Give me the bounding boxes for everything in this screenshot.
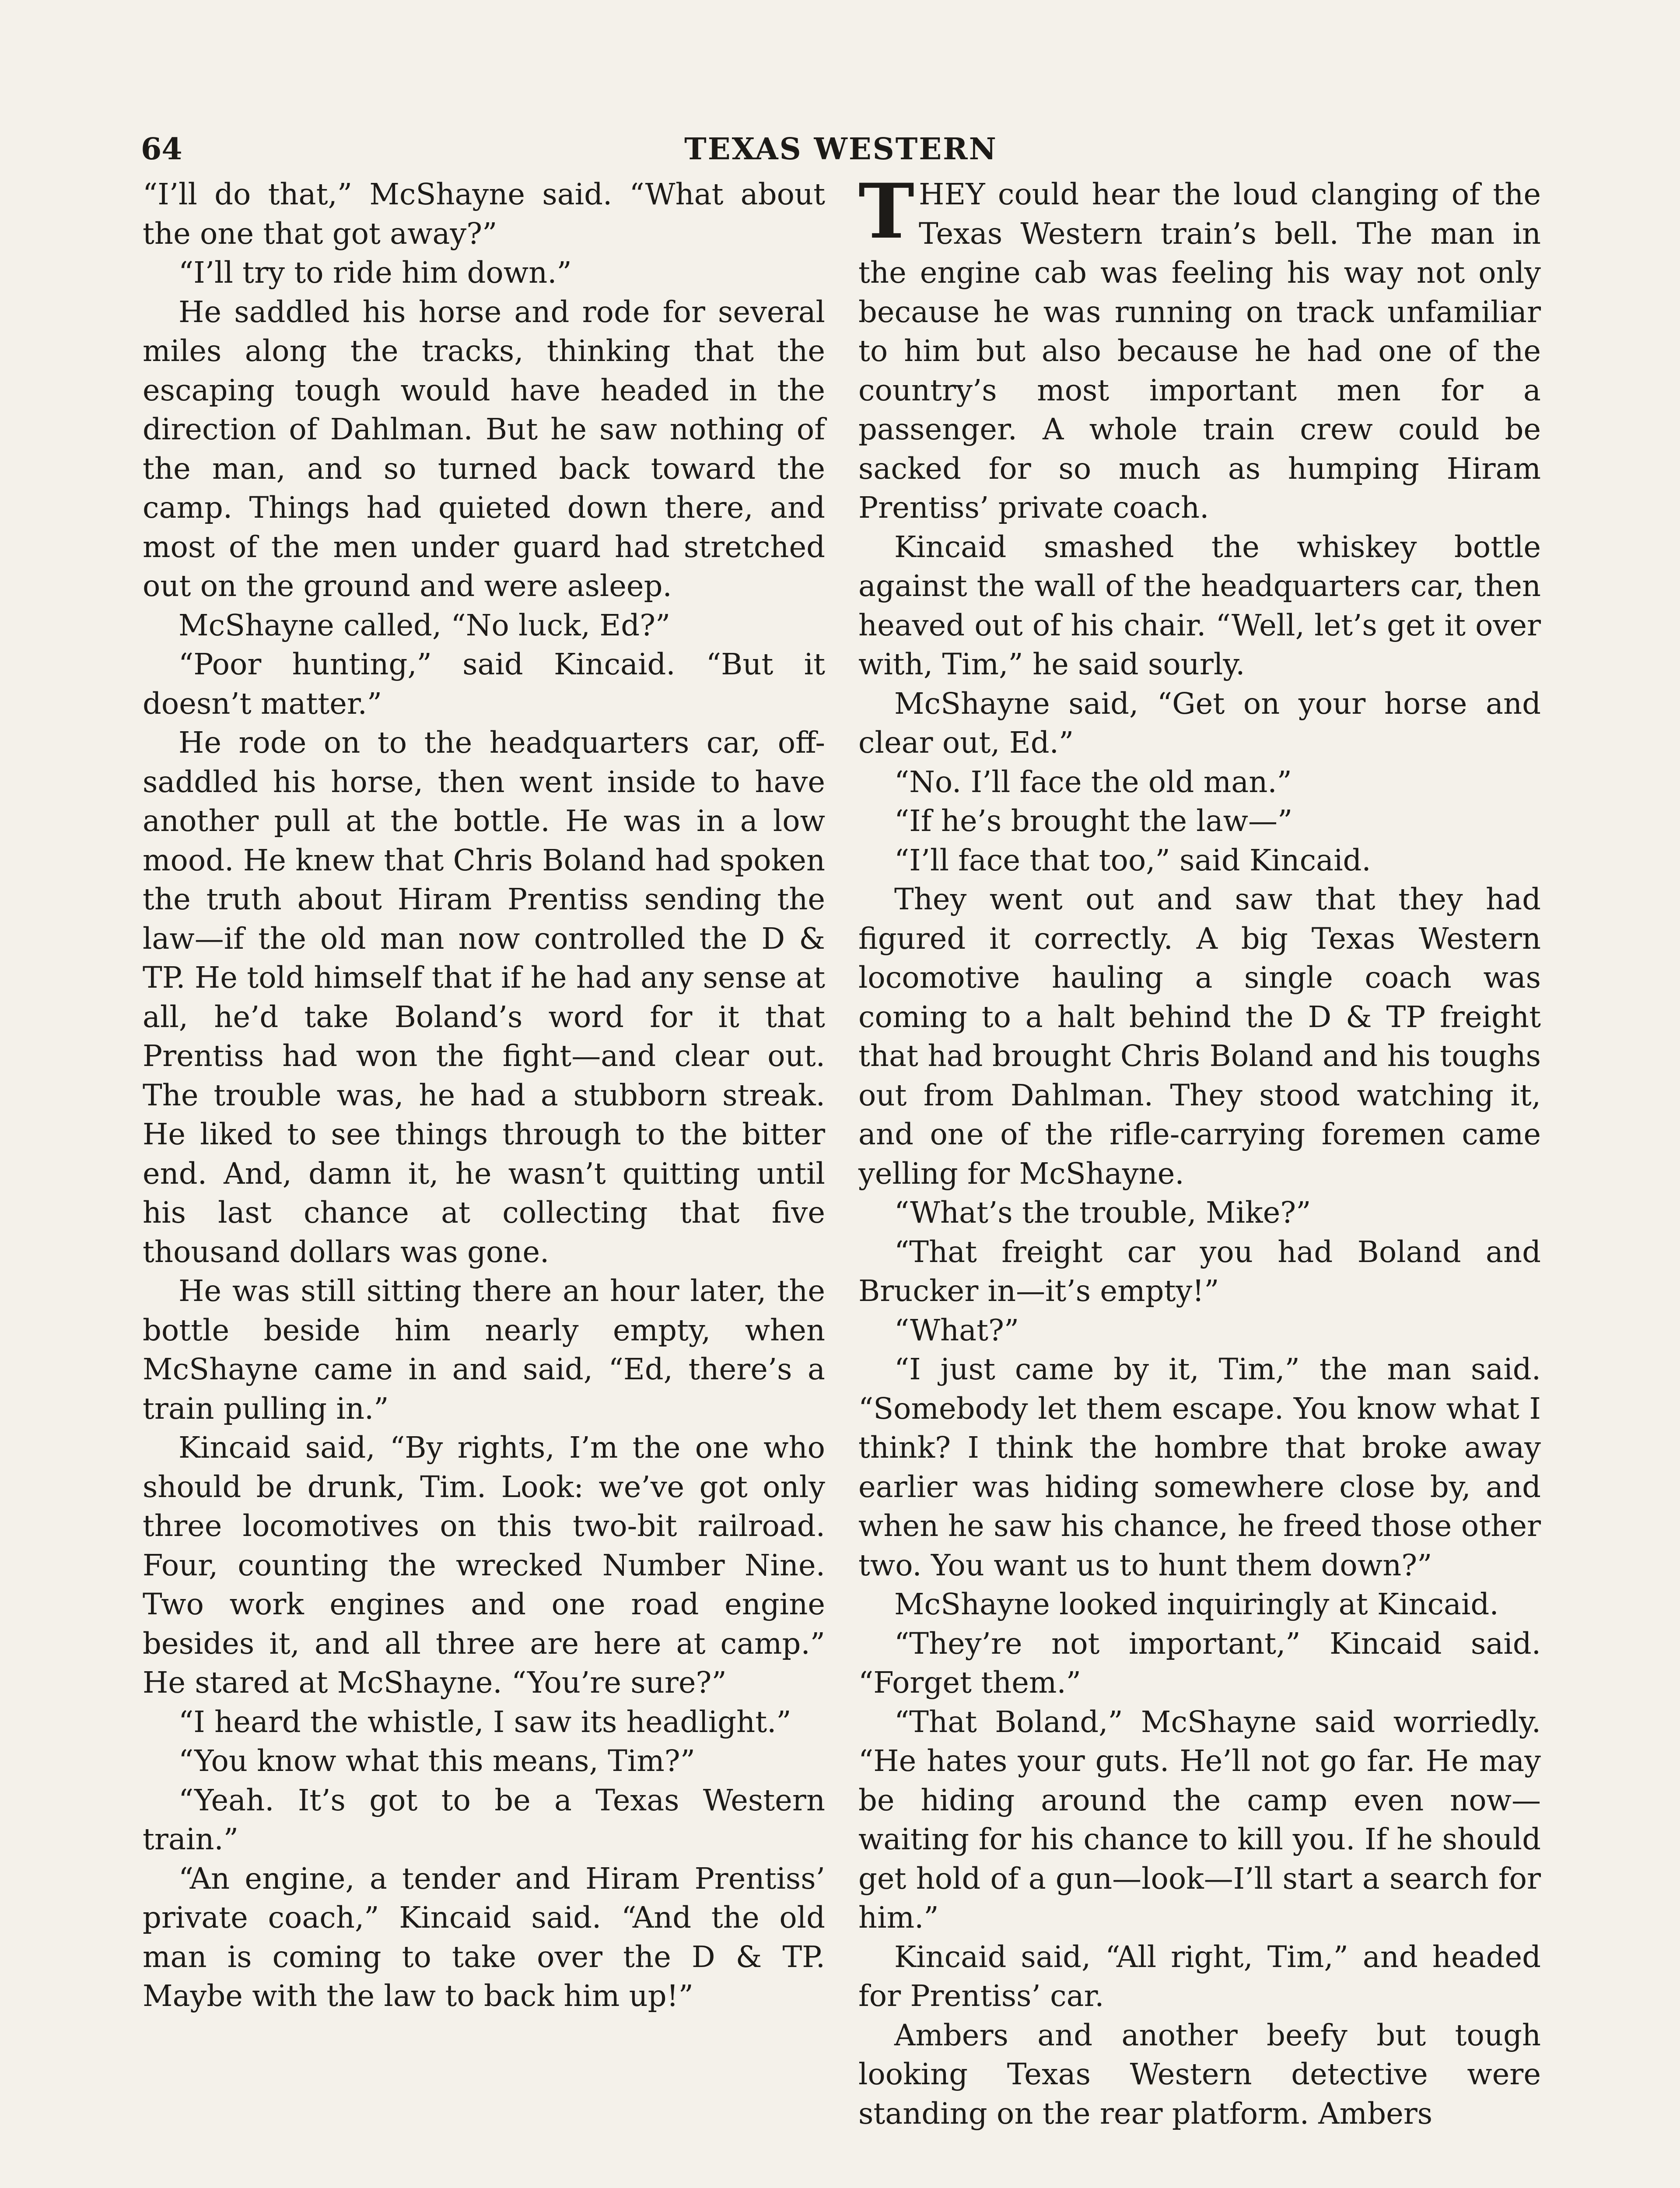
paragraph: They went out and saw that they had figured it correctly. A big Texas Western locomotive hauling a single coach was coming to a halt behind the D & TP freight that had brought Chris Boland and his toughs out from Dahlman. They stood watching it, and one of the rifle-carrying foremen came yelling for McShayne.	[858, 882, 1541, 1191]
paragraph: Kincaid said, “All right, Tim,” and headed for Prentiss’ car.	[858, 1939, 1541, 2013]
paragraph: “I heard the whistle, I saw its headlight.”	[178, 1704, 791, 1739]
opening-paragraph-text: HEY could hear the loud clanging of the Texas Western train’s bell. The man in the engine cab was feeling his way not only because he was running on track unfamiliar to him but also because he had one of the country’s most important men for a passenger. A whole train crew could be sacked for so much as humping Hiram Prentiss’ private coach.	[858, 177, 1541, 525]
paragraph: “They’re not important,” Kincaid said. “Forget them.”	[858, 1626, 1541, 1700]
paragraph: “I just came by it, Tim,” the man said. “Somebody let them escape. You know what I think? I think the hombre that broke away earlier was hiding somewhere close by, and when he saw his chance, he freed those other two. You want us to hunt them down?”	[858, 1352, 1541, 1582]
paragraph: “You know what this means, Tim?”	[178, 1744, 695, 1778]
paragraph: “That freight car you had Boland and Brucker in—it’s empty!”	[858, 1234, 1541, 1308]
right-column	[858, 167, 1541, 2133]
page-header	[141, 130, 1541, 169]
paragraph: He saddled his horse and rode for several miles along the tracks, thinking that the escaping tough would have headed in the direction of Dahlman. But he saw nothing of the man, and so turned back toward the camp. Things had quieted down there, and most of the men under guard had stretched out on the ground and were asleep.	[143, 295, 825, 603]
drop-cap: T	[858, 167, 914, 256]
paragraph: “Yeah. It’s got to be a Texas Western train.”	[143, 1783, 825, 1856]
paragraph: “If he’s brought the law—”	[894, 804, 1293, 838]
paragraph: Ambers and another beefy but tough looking Texas Western detective were standing on the rear platform. Ambers	[858, 2018, 1541, 2131]
paragraph: He rode on to the headquarters car, off-saddled his horse, then went inside to have another pull at the bottle. He was in a low mood. He knew that Chris Boland had spoken the truth about Hiram Prentiss sending the law—if the old man now controlled the D & TP. He told himself that if he had any sense at all, he’d take Boland’s word for it that Prentiss had won the fight—and clear out. The trouble was, he had a stubborn streak. He liked to see things through to the bitter end. And, damn it, he wasn’t quitting until his last chance at collecting that five thousand dollars was gone.	[143, 726, 825, 1269]
paragraph: “What’s the trouble, Mike?”	[894, 1196, 1311, 1230]
opening-paragraph	[858, 167, 1541, 528]
paragraph: McShayne said, “Get on your horse and clear out, Ed.”	[858, 686, 1541, 760]
running-title: TEXAS WESTERN	[684, 132, 998, 167]
left-column	[143, 175, 825, 2016]
paragraph: “An engine, a tender and Hiram Prentiss’ private coach,” Kincaid said. “And the old man is coming to take over the D & TP. Maybe with the law to back him up!”	[143, 1861, 825, 2013]
paragraph: “I’ll face that too,” said Kincaid.	[894, 843, 1371, 877]
paragraph: McShayne looked inquiringly at Kincaid.	[894, 1587, 1499, 1621]
paragraph: McShayne called, “No luck, Ed?”	[178, 608, 671, 642]
paragraph: Kincaid smashed the whiskey bottle against the wall of the headquarters car, then heaved out of his chair. “Well, let’s get it over with, Tim,” he said sourly.	[858, 529, 1541, 681]
paragraph: “What?”	[894, 1313, 1019, 1347]
paragraph: Kincaid said, “By rights, I’m the one who should be drunk, Tim. Look: we’ve got only three locomotives on this two-bit railroad. Four, counting the wrecked Number Nine. Two work engines and one road engine besides it, and all three are here at camp.” He stared at McShayne. “You’re sure?”	[143, 1431, 825, 1700]
page-number: 64	[141, 132, 182, 167]
paragraph: “Poor hunting,” said Kincaid. “But it doesn’t matter.”	[143, 647, 825, 721]
paragraph: “I’ll try to ride him down.”	[178, 256, 572, 290]
paragraph: “That Boland,” McShayne said worriedly. “He hates your guts. He’ll not go far. He may be hiding around the camp even now—waiting for his chance to kill you. If he should get hold of a gun—look—I’ll start a search for him.”	[858, 1704, 1541, 1935]
paragraph: “I’ll do that,” McShayne said. “What about the one that got away?”	[143, 177, 825, 251]
paragraph: He was still sitting there an hour later, the bottle beside him nearly empty, when McShayne came in and said, “Ed, there’s a train pulling in.”	[143, 1274, 825, 1426]
paragraph: “No. I’ll face the old man.”	[894, 764, 1292, 799]
